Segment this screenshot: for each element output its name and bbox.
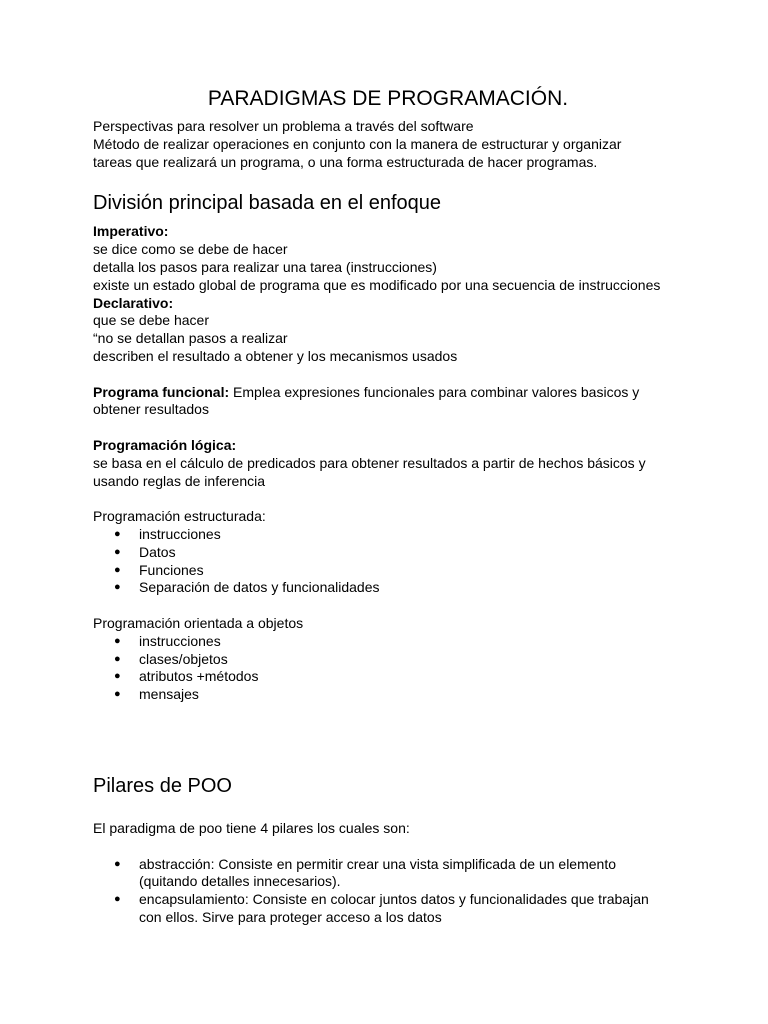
imperativo-label: Imperativo: bbox=[93, 223, 169, 240]
spacer bbox=[93, 838, 693, 856]
bullet-icon: ● bbox=[114, 688, 121, 701]
section-heading-pilares: Pilares de POO bbox=[93, 774, 232, 797]
bullet-icon: ● bbox=[114, 563, 121, 576]
list-item-text: clases/objetos bbox=[139, 650, 228, 667]
spacer bbox=[93, 366, 693, 384]
funcional-paragraph bbox=[93, 384, 693, 402]
declarativo-line: “no se detallan pasos a realizar bbox=[93, 330, 288, 347]
estructurada-label: Programación estructurada: bbox=[93, 508, 266, 525]
document-page bbox=[93, 84, 693, 927]
funcional-text: Emplea expresiones funcionales para combinar valores basicos y bbox=[229, 383, 640, 400]
list-item bbox=[93, 579, 693, 597]
list-item-text: abstracción: Consiste en permitir crear una vista simplificada de un elemento bbox=[139, 855, 617, 872]
list-item-text: (quitando detalles innecesarios). bbox=[139, 873, 341, 890]
list-item bbox=[93, 651, 693, 669]
logica-label: Programación lógica: bbox=[93, 436, 237, 453]
pilares-intro: El paradigma de poo tiene 4 pilares los cuales son: bbox=[93, 819, 410, 836]
list-item bbox=[93, 562, 693, 580]
declarativo-label: Declarativo: bbox=[93, 294, 174, 311]
bullet-icon: ● bbox=[114, 581, 121, 594]
list-item bbox=[93, 891, 693, 927]
declarativo-line: describen el resultado a obtener y los mecanismos usados bbox=[93, 347, 458, 364]
logica-line: usando reglas de inferencia bbox=[93, 472, 266, 489]
list-item bbox=[93, 544, 693, 562]
bullet-icon: ● bbox=[114, 857, 121, 870]
bullet-icon: ● bbox=[114, 893, 121, 906]
section-heading-division: División principal basada en el enfoque bbox=[93, 192, 442, 215]
bullet-icon: ● bbox=[114, 527, 121, 540]
intro-line: tareas que realizará un programa, o una forma estructurada de hacer programas. bbox=[93, 153, 598, 170]
list-item bbox=[93, 686, 693, 704]
declarativo-line: que se debe hacer bbox=[93, 312, 209, 329]
bullet-icon: ● bbox=[114, 670, 121, 683]
list-item-text: instrucciones bbox=[139, 525, 221, 542]
logica-line: se basa en el cálculo de predicados para obtener resultados a partir de hechos básicos y bbox=[93, 454, 646, 471]
list-item bbox=[93, 856, 693, 892]
intro-line: Método de realizar operaciones en conjunto con la manera de estructurar y organizar bbox=[93, 135, 622, 152]
orientada-label: Programación orientada a objetos bbox=[93, 614, 304, 631]
intro-line: Perspectivas para resolver un problema a través del software bbox=[93, 118, 474, 134]
list-item-text: con ellos. Sirve para proteger acceso a los datos bbox=[139, 908, 442, 925]
spacer bbox=[93, 597, 693, 615]
bullet-icon: ● bbox=[114, 652, 121, 665]
list-item-text: atributos +métodos bbox=[139, 668, 259, 685]
imperativo-line: detalla los pasos para realizar una tarea (instrucciones) bbox=[93, 258, 437, 275]
bullet-icon: ● bbox=[114, 634, 121, 647]
estructurada-list bbox=[93, 526, 693, 597]
document-title: PARADIGMAS DE PROGRAMACIÓN. bbox=[207, 87, 569, 110]
list-item-text: instrucciones bbox=[139, 632, 221, 649]
orientada-list bbox=[93, 633, 693, 704]
imperativo-line: se dice como se debe de hacer bbox=[93, 241, 288, 258]
list-item bbox=[93, 668, 693, 686]
list-item bbox=[93, 633, 693, 651]
spacer bbox=[93, 419, 693, 437]
list-item-text: encapsulamiento: Consiste en colocar juntos datos y funcionalidades que trabajan bbox=[139, 891, 649, 908]
spacer bbox=[93, 490, 693, 508]
bullet-icon: ● bbox=[114, 545, 121, 558]
pilares-list bbox=[93, 856, 693, 927]
funcional-text-cont: obtener resultados bbox=[93, 401, 209, 418]
list-item-text: mensajes bbox=[139, 686, 199, 703]
funcional-label: Programa funcional: bbox=[93, 383, 230, 400]
list-item-text: Funciones bbox=[139, 561, 204, 578]
list-item-text: Separación de datos y funcionalidades bbox=[139, 579, 380, 596]
list-item bbox=[93, 526, 693, 544]
list-item-text: Datos bbox=[139, 543, 176, 560]
imperativo-line: existe un estado global de programa que es modificado por una secuencia de instrucciones bbox=[93, 276, 661, 293]
